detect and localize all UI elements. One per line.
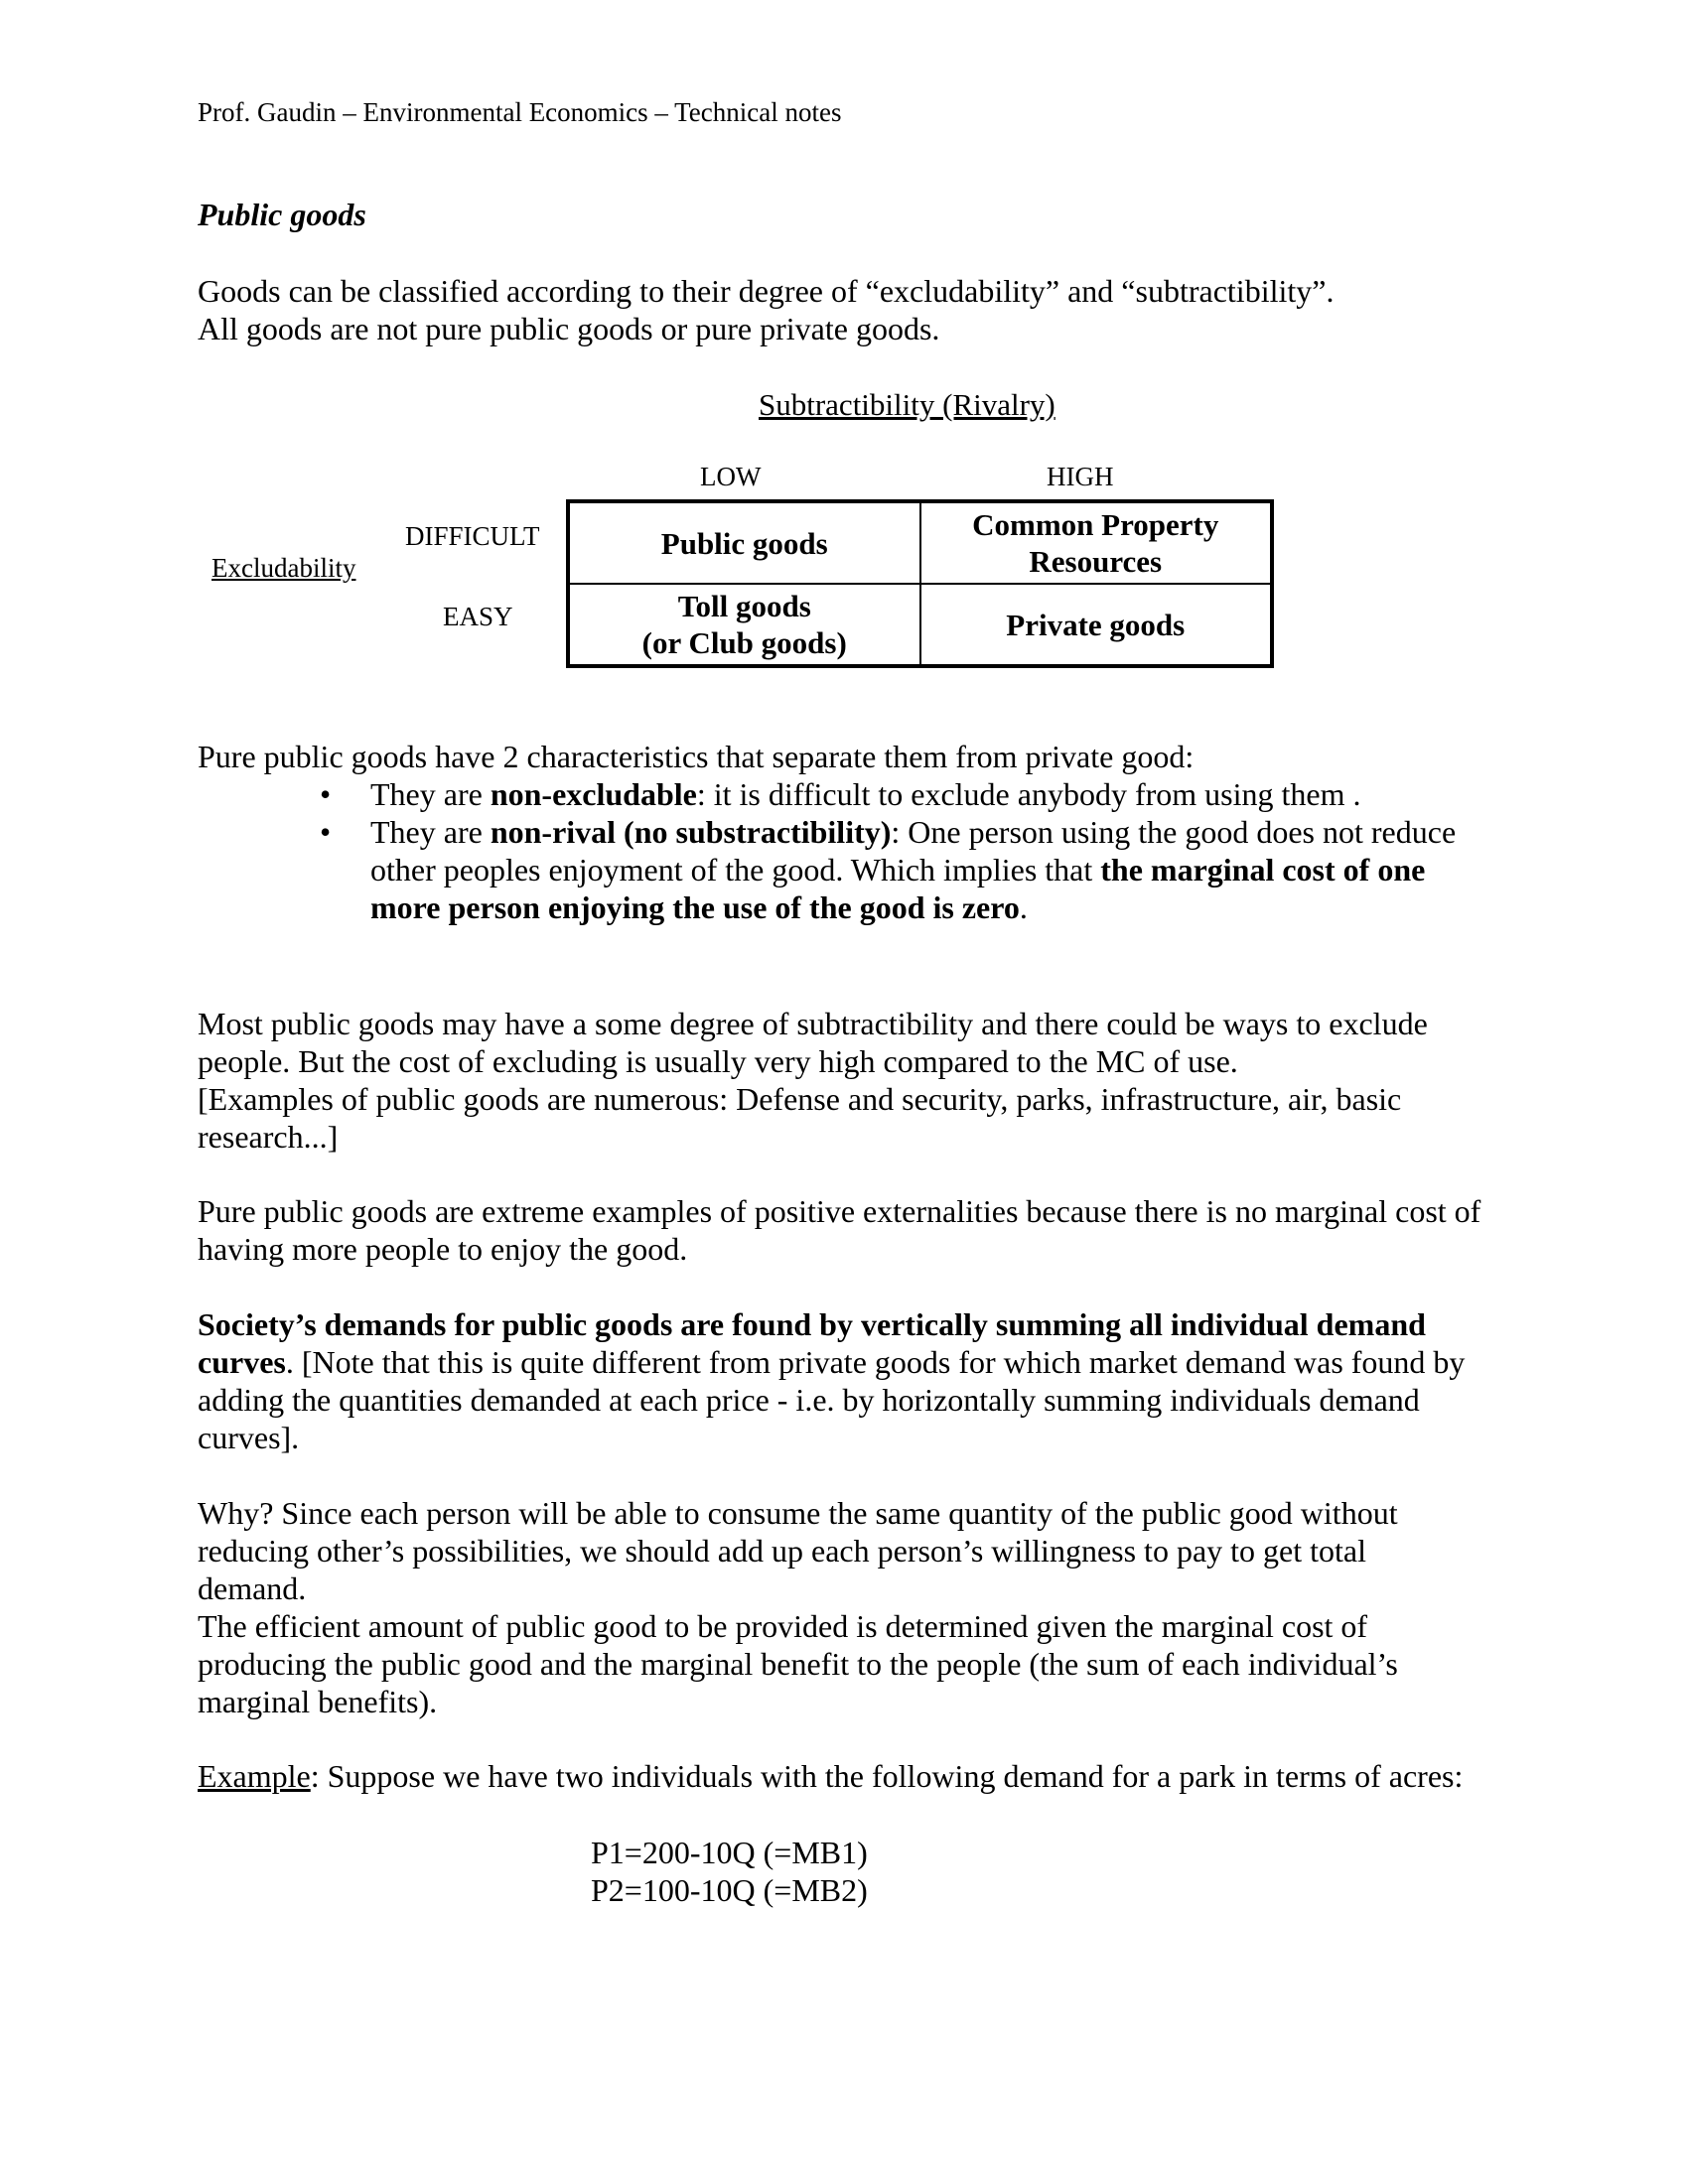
paragraph-most-public-goods: Most public goods may have a some degree of subtractibility and there could be ways to exclude people. But the cost of excluding is usually very high compared to the MC of use. [Examples of public goods are numerous: Defense and security, parks, infrastructure, air, basic research...]	[198, 1006, 1428, 1155]
intro-line-1: Goods can be classified according to their degree of “excludability” and “subtractibility”.	[198, 273, 1335, 309]
example-label: Example	[198, 1758, 311, 1794]
cell-toll-goods: Toll goods (or Club goods)	[568, 584, 920, 666]
bullet-icon: •	[320, 814, 332, 850]
list-item: • They are non-excludable: it is difficult to exclude anybody from using them .	[320, 776, 1361, 812]
page-header: Prof. Gaudin – Environmental Economics – Technical notes	[198, 97, 842, 127]
characteristics-lead: Pure public goods have 2 characteristics that separate them from private good:	[198, 739, 1195, 774]
cell-private-goods: Private goods	[920, 584, 1273, 666]
cell-public-goods: Public goods	[568, 501, 920, 584]
paragraph-why: Why? Since each person will be able to consume the same quantity of the public good without reducing other’s possibilities, we should add up each person’s willingness to pay to get total demand. The efficient amount of public good to be provided is determined given the marginal cost of producing the public good and the marginal benefit to the people (the sum of each individual’s marginal benefits).	[198, 1495, 1398, 1719]
demand-equation-1: P1=200-10Q (=MB1)	[591, 1835, 868, 1870]
column-header-high: HIGH	[1047, 462, 1114, 491]
paragraph-example: Example: Suppose we have two individuals with the following demand for a park in terms of acres:	[198, 1758, 1464, 1794]
row-header-easy: EASY	[443, 602, 513, 631]
goods-classification-table	[566, 499, 1274, 668]
section-title: Public goods	[198, 197, 366, 232]
table-row-difficult	[568, 501, 1272, 584]
column-header-low: LOW	[700, 462, 762, 491]
paragraph-pure-public-goods: Pure public goods are extreme examples of positive externalities because there is no marginal cost of having more people to enjoy the good.	[198, 1193, 1481, 1267]
table-row-easy	[568, 584, 1272, 666]
list-item: • They are non-rival (no substractibility): One person using the good does not reduce other peoples enjoyment of the good. Which implies that the marginal cost of one more person enjoying the use of the good is zero.	[320, 814, 1457, 925]
excludability-axis-title: Excludability	[211, 553, 356, 583]
subtractibility-axis-title: Subtractibility (Rivalry)	[759, 387, 1055, 422]
bullet-icon: •	[320, 776, 332, 812]
cell-common-property-resources: Common Property Resources	[920, 501, 1273, 584]
intro-line-2: All goods are not pure public goods or pure private goods.	[198, 311, 940, 346]
characteristics-list	[320, 775, 1551, 926]
intro-paragraph	[198, 272, 1538, 347]
demand-equation-2: P2=100-10Q (=MB2)	[591, 1872, 868, 1908]
paragraph-society-demand: Society’s demands for public goods are found by vertically summing all individual demand curves. [Note that this is quite different from private goods for which market demand was found by adding the quantities demanded at each price - i.e. by horizontally summing individuals demand curves].	[198, 1306, 1466, 1455]
row-header-difficult: DIFFICULT	[405, 521, 540, 551]
